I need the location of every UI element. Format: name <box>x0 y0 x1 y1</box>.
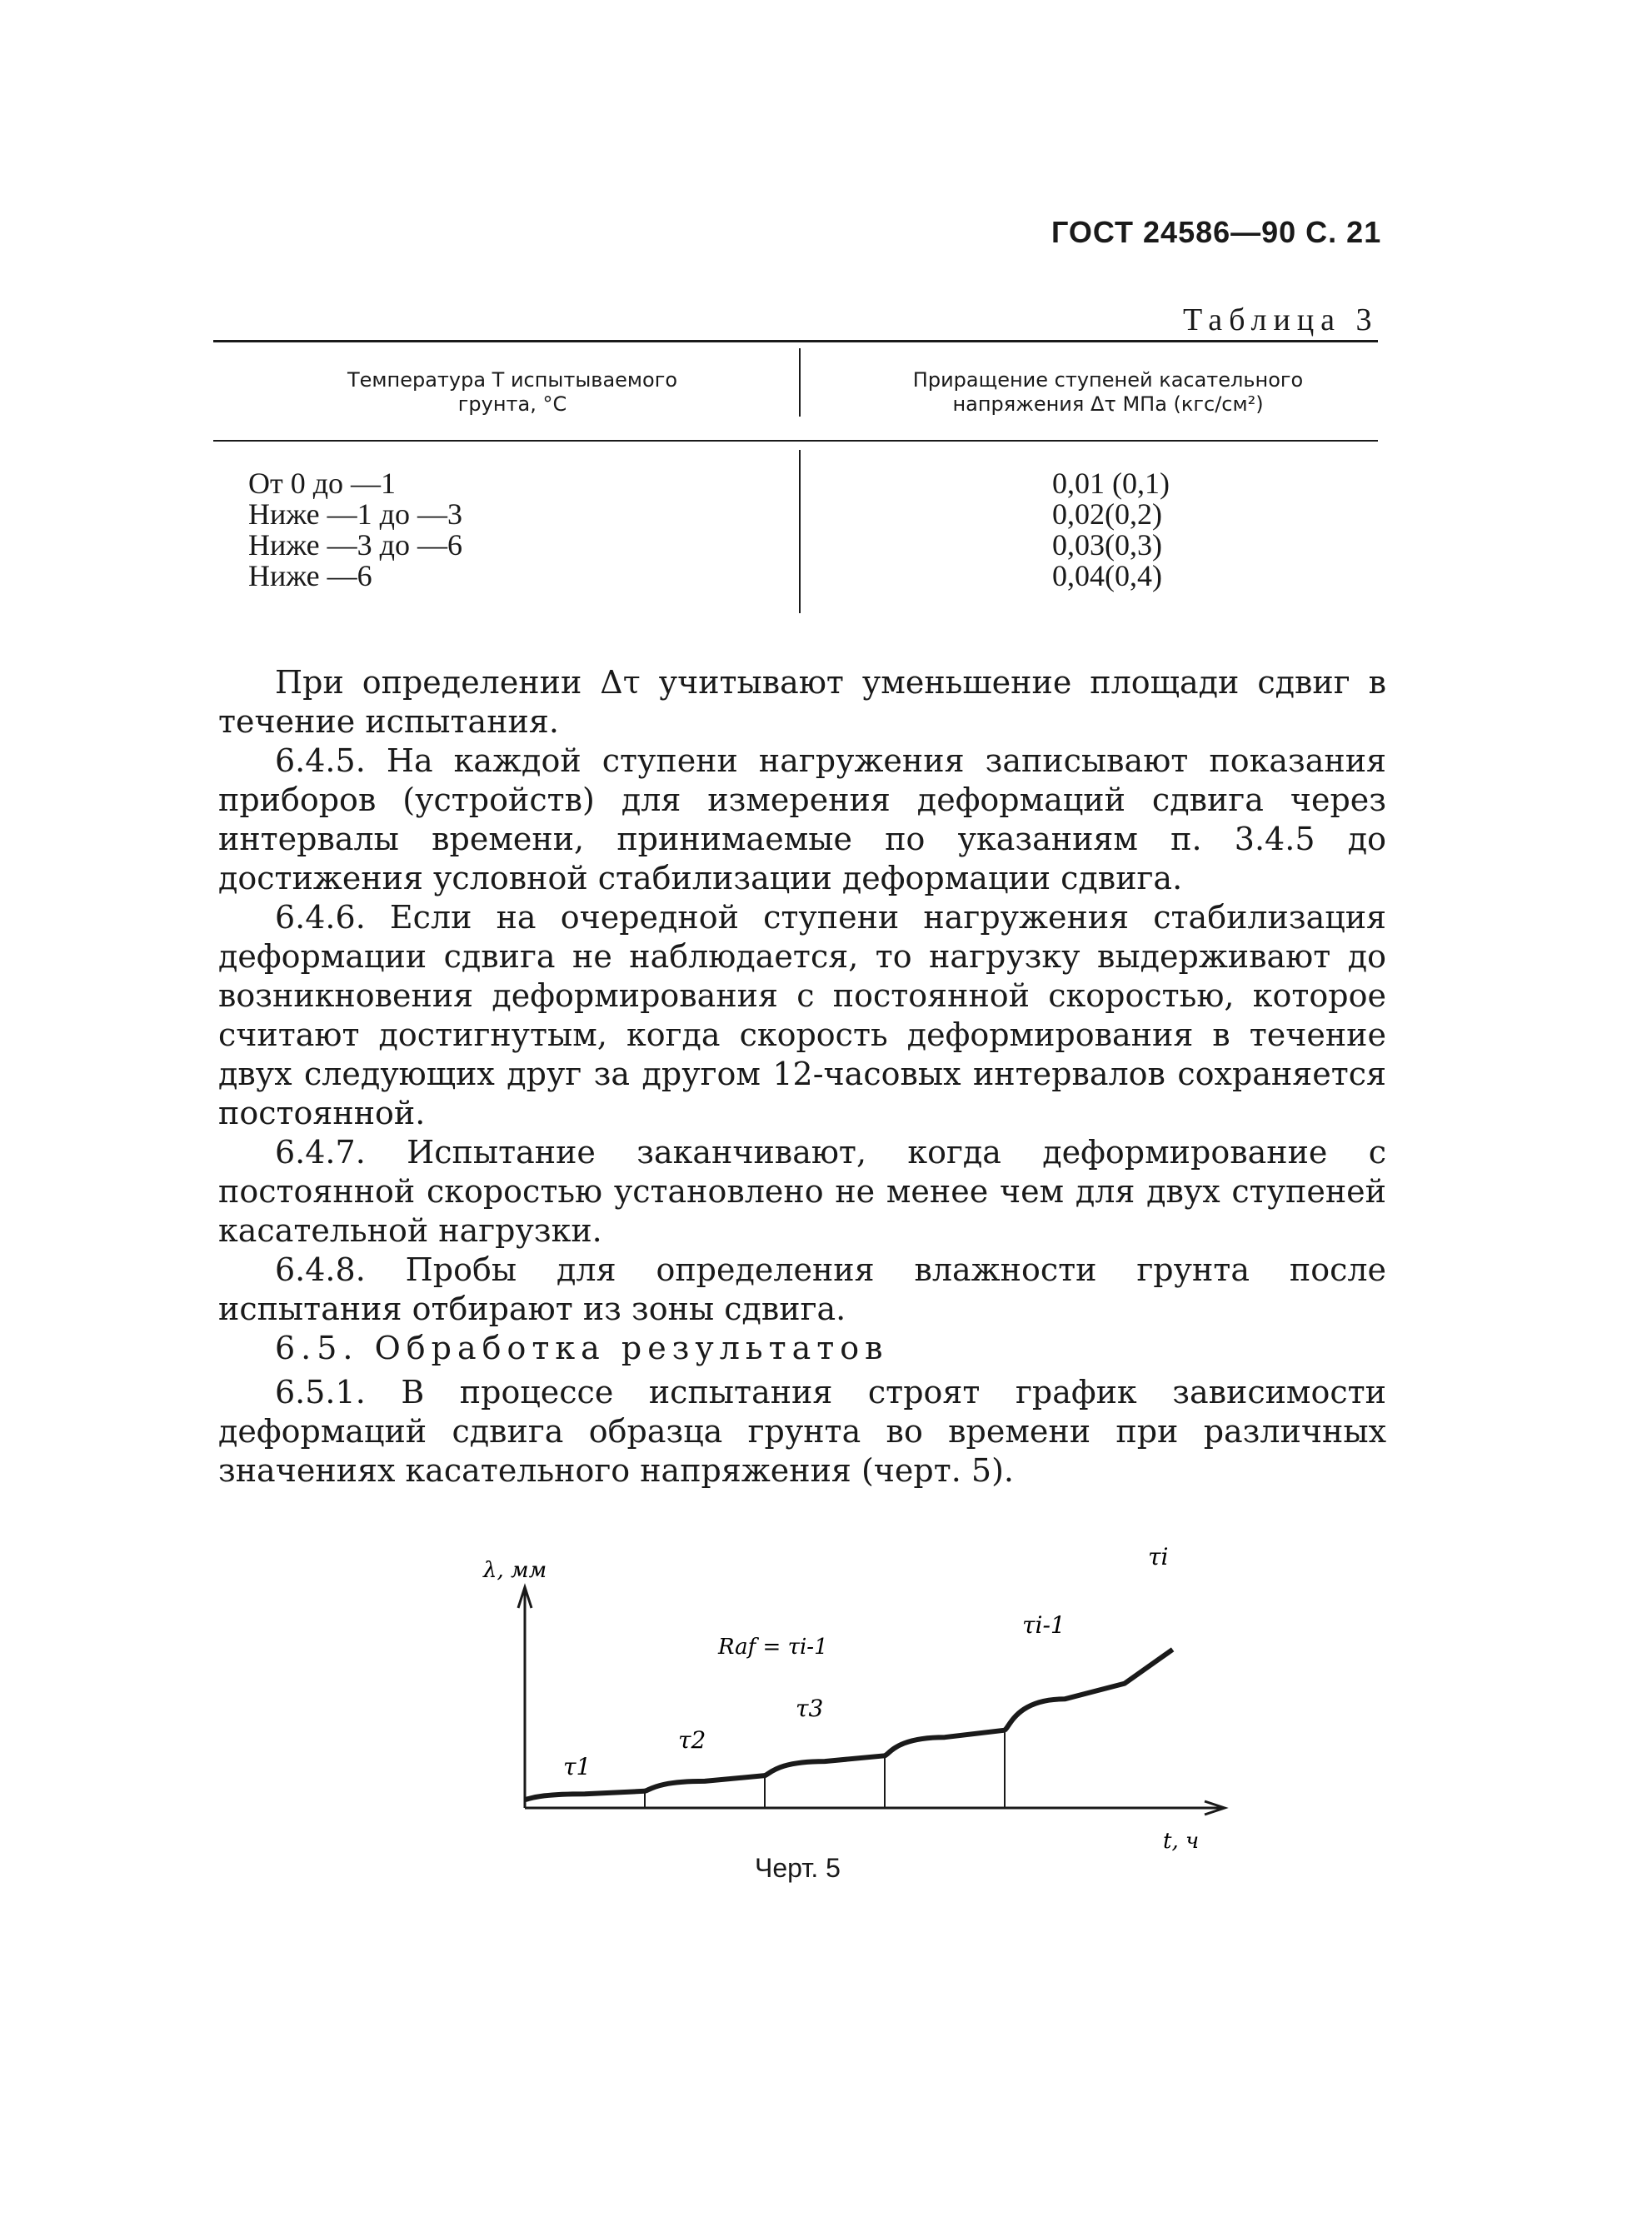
curve-segment-4 <box>885 1730 1005 1756</box>
paragraph-text: 6.4.6. Если на очередной ступени нагружения стабилизация деформации сдвига не наблюдается, то нагрузку выдерживают до возникновения деформирования с постоянной скоростью, которое считают достигнутым, когда скорость деформирования в течение двух следующих друг за другом 12-часовых интервалов сохраняется постоянной. <box>218 899 1386 1131</box>
paragraph-text: 6.4.5. На каждой ступени нагружения записывают показания приборов (устройств) для измерения деформаций сдвига через интервалы времени, принимаемые по указаниям п. 3.4.5 до достижения условной стабилизации деформации сдвига. <box>218 742 1386 896</box>
paragraph-text: При определении Δτ учитывают уменьшение площади сдвиг в течение испытания. <box>218 664 1386 740</box>
table-caption: Таблица 3 <box>1183 302 1379 337</box>
table-cell-value: 0,01 (0,1) <box>1052 467 1170 500</box>
chart-caption: Черт. 5 <box>755 1853 841 1883</box>
curve-label: τ3 <box>796 1695 824 1722</box>
table-cell-temp: Ниже —3 до —6 <box>248 528 462 562</box>
curve-label: τi <box>1148 1543 1169 1570</box>
y-axis-label: λ, мм <box>483 1558 547 1583</box>
column-header-temperature-line1: Температура T испытываемого <box>347 368 678 392</box>
table-cell-temp: От 0 до —1 <box>248 467 397 500</box>
curve-segment-5 <box>1005 1650 1173 1730</box>
x-axis-label: t, ч <box>1163 1829 1200 1854</box>
curve-label: τi-1 <box>1022 1611 1066 1639</box>
table-cell-value: 0,02(0,2) <box>1052 497 1162 531</box>
paragraph-text: 6.4.7. Испытание заканчивают, когда деформирование с постоянной скоростью установлено не менее чем для двух ступеней касательной нагрузки. <box>218 1134 1386 1249</box>
curve-label: τ2 <box>678 1726 706 1754</box>
section-heading-text: 6.5. Обработка результатов <box>275 1330 889 1366</box>
table-cell-temp: Ниже —6 <box>248 559 372 592</box>
paragraph-text: 6.4.8. Пробы для определения влажности грунта после испытания отбирают из зоны сдвига. <box>218 1251 1386 1327</box>
column-header-stress-line1: Приращение ступеней касательного <box>912 368 1304 392</box>
table-cell-value: 0,04(0,4) <box>1052 559 1162 592</box>
chart-annotation: Raf = τi-1 <box>718 1635 828 1660</box>
curve-segment-2 <box>645 1775 765 1791</box>
table-cell-value: 0,03(0,3) <box>1052 528 1162 562</box>
chart-root <box>482 1543 1225 1854</box>
paragraph-text: 6.5.1. В процессе испытания строят график зависимости деформаций сдвига образца грунта во времени при различных значениях касательного напряжения (черт. 5). <box>218 1374 1386 1489</box>
curve-segment-3 <box>765 1755 885 1775</box>
column-header-stress-line2: напряжения Δτ МПа (кгс/см²) <box>952 392 1264 416</box>
column-header-temperature-line2: грунта, °С <box>457 392 567 416</box>
document-header: ГОСТ 24586—90 С. 21 <box>1051 215 1382 249</box>
table-cell-temp: Ниже —1 до —3 <box>248 497 462 531</box>
curve-label: τ1 <box>563 1753 591 1780</box>
curve-segment-1 <box>525 1791 645 1800</box>
